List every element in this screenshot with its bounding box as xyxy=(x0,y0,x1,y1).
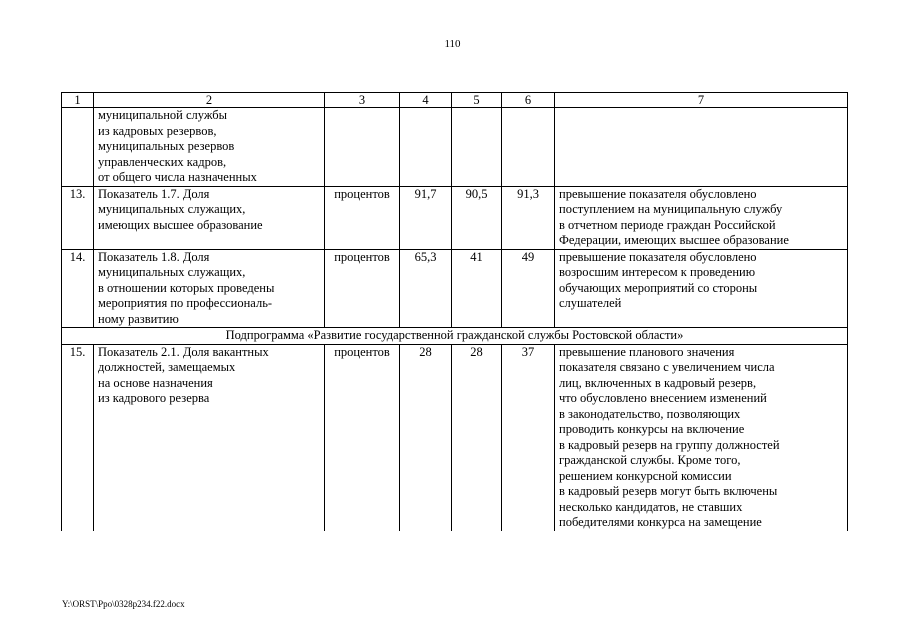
header-col-2: 2 xyxy=(94,93,325,108)
text-line: управленческих кадров, xyxy=(98,154,227,169)
file-path-footer: Y:\ORST\Ppo\0328p234.f22.docx xyxy=(62,599,185,609)
text-line: муниципальных резервов xyxy=(98,139,235,153)
text-line: на основе назначения xyxy=(98,375,213,390)
text-line: лиц, включенных в кадровый резерв, xyxy=(559,375,757,390)
cell-v5: 41 xyxy=(452,249,502,328)
header-col-7: 7 xyxy=(555,93,848,108)
text-line: ному развитию xyxy=(98,311,179,326)
text-line: Федерации, имеющих высшее образование xyxy=(559,233,789,247)
cell-num: 14. xyxy=(62,249,94,328)
cell-v4: 91,7 xyxy=(400,186,452,249)
text-line: должностей, замещаемых xyxy=(98,360,236,374)
cell-unit xyxy=(325,108,400,187)
cell-note xyxy=(555,249,848,328)
text-line: в отношении которых проведены xyxy=(98,280,275,295)
text-line: решением конкурсной комиссии xyxy=(559,468,732,483)
cell-v4: 65,3 xyxy=(400,249,452,328)
text-line: из кадрового резерва xyxy=(98,391,210,405)
cell-name xyxy=(94,344,325,531)
text-line: несколько кандидатов, не ставших xyxy=(559,499,743,514)
cell-v5: 90,5 xyxy=(452,186,502,249)
header-col-5: 5 xyxy=(452,93,502,108)
indicators-table xyxy=(61,92,848,531)
cell-num: 15. xyxy=(62,344,94,531)
cell-num xyxy=(62,108,94,187)
cell-v6: 37 xyxy=(502,344,555,531)
header-col-4: 4 xyxy=(400,93,452,108)
header-col-1: 1 xyxy=(62,93,94,108)
text-line: в отчетном периоде граждан Российской xyxy=(559,217,776,232)
text-line: имеющих высшее образование xyxy=(98,217,263,232)
text-line: обучающих мероприятий со стороны xyxy=(559,280,758,295)
text-line: из кадровых резервов, xyxy=(98,123,217,138)
text-line: превышение планового значения xyxy=(559,344,735,359)
text-line: показателя связано с увеличением числа xyxy=(559,360,775,374)
subprogram-title: Подпрограмма «Развитие государственной гражданской службы Ростовской области» xyxy=(62,328,848,345)
table-row-14 xyxy=(62,249,848,328)
text-line: муниципальной службы xyxy=(98,108,228,122)
cell-unit: процентов xyxy=(325,249,400,328)
text-line: Показатель 2.1. Доля вакантных xyxy=(98,344,269,359)
table-row-15 xyxy=(62,344,848,531)
text-line: слушателей xyxy=(559,296,622,310)
header-row xyxy=(62,93,848,108)
text-line: в кадровый резерв могут быть включены xyxy=(559,484,778,498)
cell-v6 xyxy=(502,108,555,187)
cell-name xyxy=(94,249,325,328)
text-line: муниципальных служащих, xyxy=(98,265,246,279)
header-col-6: 6 xyxy=(502,93,555,108)
text-line: муниципальных служащих, xyxy=(98,202,246,216)
cell-unit: процентов xyxy=(325,186,400,249)
table-row-continuation xyxy=(62,108,848,187)
cell-note xyxy=(555,186,848,249)
text-line: Показатель 1.7. Доля xyxy=(98,186,210,201)
cell-name xyxy=(94,108,325,187)
cell-unit: процентов xyxy=(325,344,400,531)
cell-note xyxy=(555,108,848,187)
cell-name xyxy=(94,186,325,249)
text-line: гражданской службы. Кроме того, xyxy=(559,453,741,467)
cell-v5: 28 xyxy=(452,344,502,531)
text-line: поступлением на муниципальную службу xyxy=(559,202,783,216)
page-number: 110 xyxy=(444,38,461,50)
cell-v4 xyxy=(400,108,452,187)
text-line: в кадровый резерв на группу должностей xyxy=(559,437,780,452)
text-line: превышение показателя обусловлено xyxy=(559,249,757,264)
text-line: в законодательство, позволяющих xyxy=(559,406,741,421)
text-line: возросшим интересом к проведению xyxy=(559,265,756,279)
cell-v6: 91,3 xyxy=(502,186,555,249)
cell-v6: 49 xyxy=(502,249,555,328)
cell-v5 xyxy=(452,108,502,187)
header-col-3: 3 xyxy=(325,93,400,108)
text-line: превышение показателя обусловлено xyxy=(559,186,757,201)
cell-note xyxy=(555,344,848,531)
subprogram-row xyxy=(62,328,848,345)
text-line: проводить конкурсы на включение xyxy=(559,422,745,436)
text-line: победителями конкурса на замещение xyxy=(559,515,762,529)
text-line: мероприятия по профессиональ- xyxy=(98,296,273,310)
cell-num: 13. xyxy=(62,186,94,249)
text-line: от общего числа назначенных xyxy=(98,170,257,184)
table-row-13 xyxy=(62,186,848,249)
cell-v4: 28 xyxy=(400,344,452,531)
text-line: что обусловлено внесением изменений xyxy=(559,391,767,405)
text-line: Показатель 1.8. Доля xyxy=(98,249,210,264)
